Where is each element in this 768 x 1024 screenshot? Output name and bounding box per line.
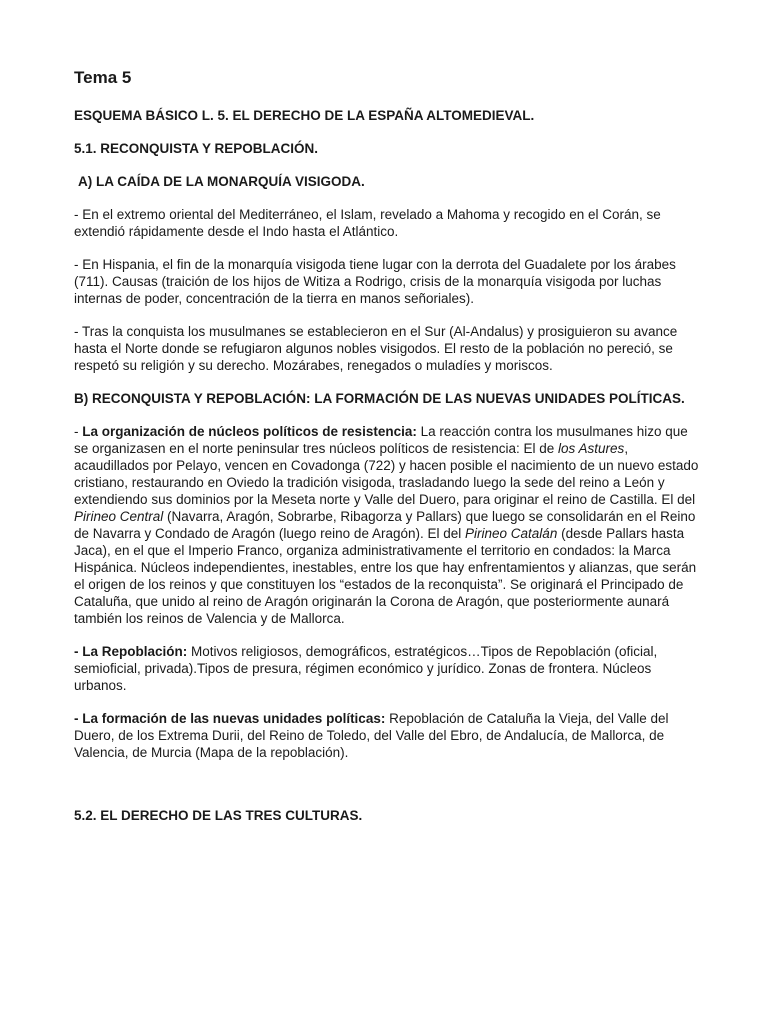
bold-lead: La organización de núcleos políticos de resistencia: <box>82 424 417 439</box>
paragraph-repoblacion <box>74 643 704 694</box>
paragraph-nuevas-unidades <box>74 710 704 761</box>
paragraph-conquista: - Tras la conquista los musulmanes se establecieron en el Sur (Al-Andalus) y prosiguieron su avance hasta el Norte donde se refugiaron algunos nobles visigodos. El resto de la población no pereció, se respetó su religión y su derecho. Mozárabes, renegados o muladíes y moriscos. <box>74 324 678 373</box>
dash: - <box>74 424 83 439</box>
italic-term: Pirineo Central <box>74 509 164 524</box>
paragraph-islam: - En el extremo oriental del Mediterráneo, el Islam, revelado a Mahoma y recogido en el Corán, se extendió rápidamente desde el Indo hasta el Atlántico. <box>74 207 661 239</box>
bold-lead: - La Repoblación: <box>74 644 188 659</box>
subsection-heading-b: B) RECONQUISTA Y REPOBLACIÓN: LA FORMACIÓN DE LAS NUEVAS UNIDADES POLÍTICAS. <box>74 391 685 406</box>
text-run: La reacción contra los musulmanes hizo que se organizasen en el norte peninsular tres núcleos políticos de resistencia: El de <box>74 424 688 456</box>
text-run: Repoblación de Cataluña la Vieja, del Valle del Duero, de los Extrema Durii, del Reino de Toledo, del Valle del Ebro, de Andalucía, de Mallorca, de Valencia, de Murcia (Mapa de la repoblación). <box>74 711 669 760</box>
section-heading-5-2: 5.2. EL DERECHO DE LAS TRES CULTURAS. <box>74 808 363 823</box>
italic-term: Pirineo Catalán <box>465 526 558 541</box>
section-heading-5-1: 5.1. RECONQUISTA Y REPOBLACIÓN. <box>74 141 319 156</box>
bold-lead: - La formación de las nuevas unidades políticas: <box>74 711 386 726</box>
text-run: Motivos religiosos, demográficos, estratégicos…Tipos de Repoblación (oficial, semioficial, privada).Tipos de presura, régimen económico y jurídico. Zonas de frontera. Núcleos urbanos. <box>74 644 658 693</box>
main-heading: ESQUEMA BÁSICO L. 5. EL DERECHO DE LA ESPAÑA ALTOMEDIEVAL. <box>74 108 535 123</box>
text-run: (Navarra, Aragón, Sobrarbe, Ribagorza y Pallars) que luego se consolidarán en el Reino de Navarra y Condado de Aragón (luego reino de Aragón). El del <box>74 509 696 541</box>
document-page <box>74 66 704 840</box>
document-title: Tema 5 <box>74 68 132 87</box>
paragraph-nucleos-resistencia <box>74 423 704 627</box>
subsection-heading-a: A) LA CAÍDA DE LA MONARQUÍA VISIGODA. <box>78 174 365 189</box>
text-run: , acaudillados por Pelayo, vencen en Covadonga (722) y hacen posible el nacimiento de un nuevo estado cristiano, restaurando en Oviedo la tradición visigoda, trasladando luego la sede del reino a León y extendiendo sus dominios por la Meseta norte y Valle del Duero, para originar el reino de Castilla. El del <box>74 441 699 507</box>
text-run: (desde Pallars hasta Jaca), en el que el Imperio Franco, organiza administrativamente el territorio en condados: la Marca Hispánica. Núcleos independientes, inestables, entre los que hay enfrentamientos y alianzas, que serán el origen de los reinos y que constituyen los “estados de la reconquista”. Se originará el Principado de Cataluña, que unido al reino de Aragón originarán la Corona de Aragón, que posteriormente aunará también los reinos de Valencia y de Mallorca. <box>74 526 697 626</box>
italic-term: los Astures <box>558 441 625 456</box>
paragraph-hispania: - En Hispania, el fin de la monarquía visigoda tiene lugar con la derrota del Guadalete por los árabes (711). Causas (traición de los hijos de Witiza a Rodrigo, crisis de la monarquía visigoda por luchas internas de poder, concentración de la tierra en manos señoriales). <box>74 257 676 306</box>
